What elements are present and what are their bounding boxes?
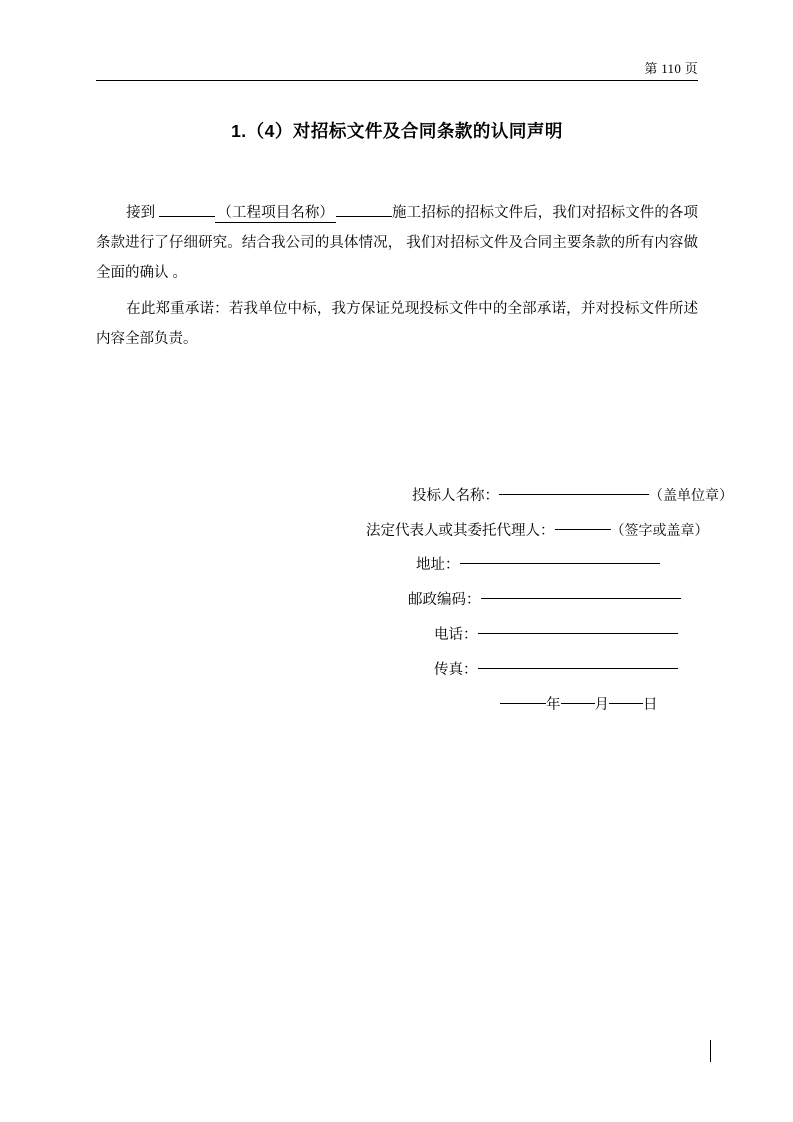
paragraph-one-prefix: 接到 (126, 205, 156, 221)
date-year-label: 年 (546, 697, 561, 713)
project-name-blank-right[interactable] (336, 216, 392, 217)
page-number-label: 第 110 页 (644, 61, 698, 76)
legal-rep-note: （签字或盖章） (610, 522, 709, 538)
legal-rep-row (360, 513, 710, 548)
paragraph-one (96, 198, 698, 288)
body-content (96, 198, 698, 360)
postcode-input[interactable] (481, 598, 681, 599)
address-row (360, 548, 710, 583)
legal-rep-label: 法定代表人或其委托代理人： (366, 523, 555, 539)
date-day-label: 日 (643, 697, 658, 713)
header-divider (96, 80, 698, 81)
bidder-name-row (360, 478, 733, 513)
date-year-input[interactable] (500, 703, 546, 704)
phone-label: 电话： (434, 627, 478, 643)
date-day-input[interactable] (609, 703, 643, 704)
bidder-name-input[interactable] (499, 494, 649, 495)
fax-label: 传真： (434, 662, 478, 678)
phone-input[interactable] (478, 633, 678, 634)
paragraph-one-suffix: 施工招标的招标文件后，我们对招标文件的各项条款进行了仔细研究。结合我公司的具体情况， 我们对招标文件及合同主要条款的所有内容做全面的确认 。 (96, 205, 699, 281)
phone-row (360, 618, 710, 653)
page-bottom-mark (710, 1040, 711, 1062)
legal-rep-input[interactable] (555, 529, 611, 530)
page-title: 1.（4）对招标文件及合同条款的认同声明 (231, 121, 563, 141)
project-name-blank-left[interactable] (159, 216, 215, 217)
address-input[interactable] (460, 563, 660, 564)
project-name-hint: （工程项目名称） (217, 205, 334, 221)
page-header (96, 58, 698, 80)
paragraph-two-text: 在此郑重承诺：若我单位中标，我方保证兑现投标文件中的全部承诺，并对投标文件所述内容全部负责。 (96, 301, 698, 347)
fax-input[interactable] (478, 668, 678, 669)
paragraph-two (96, 294, 698, 354)
date-month-label: 月 (594, 697, 609, 713)
bidder-name-label: 投标人名称： (412, 488, 499, 504)
bidder-name-note: （盖单位章） (649, 487, 733, 503)
date-row (360, 688, 710, 723)
postcode-row (360, 583, 710, 618)
address-label: 地址： (416, 557, 460, 573)
postcode-label: 邮政编码： (408, 592, 481, 608)
fax-row (360, 653, 710, 688)
signature-block (360, 478, 733, 723)
date-month-input[interactable] (561, 703, 595, 704)
